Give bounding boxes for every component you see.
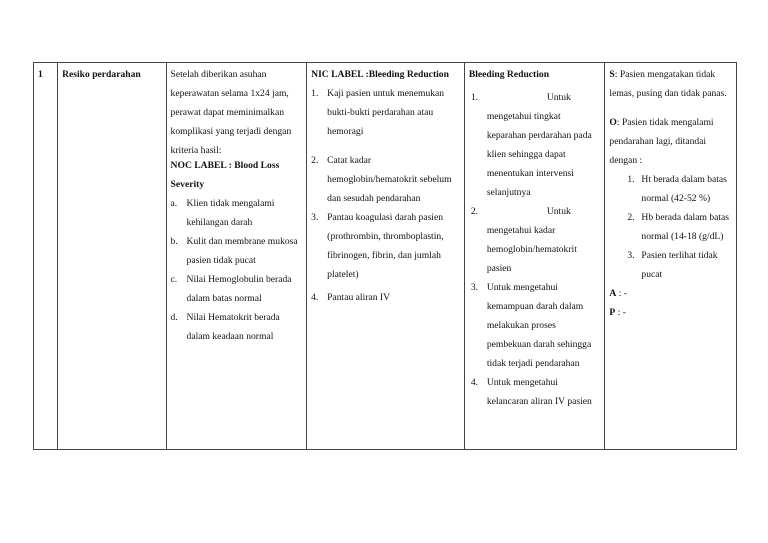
list-item: 2. Catat kadar hemoglobin/hematokrit sebelum dan sesudah pendarahan xyxy=(311,155,452,204)
diagnosis-text: Resiko perdarahan xyxy=(62,69,141,80)
diagnosis-cell xyxy=(58,63,166,450)
list-item: c. Nilai Hemoglobulin berada dalam batas normal xyxy=(170,274,292,304)
row-number-cell xyxy=(34,63,58,450)
goal-cell xyxy=(166,63,307,450)
list-item: 3. Pantau koagulasi darah pasien (prothrombin, thromboplastin, fibrinogen, fibrin, dan jumlah platelet) xyxy=(311,212,444,280)
evaluation-plan: P : - xyxy=(609,307,626,318)
row-number: 1 xyxy=(38,69,43,80)
nic-heading: NIC LABEL :Bleeding Reduction xyxy=(311,69,449,80)
evaluation-assessment: A : - xyxy=(609,288,628,299)
evaluation-subjective: S: Pasien mengatakan tidak lemas, pusing dan tidak panas. xyxy=(609,69,727,99)
objective-list xyxy=(609,170,732,284)
list-item: 3. Pasien terlihat tidak pucat xyxy=(627,250,718,280)
interventions-cell xyxy=(307,63,465,450)
list-item: 3. Untuk mengetahui kemampuan darah dalam melakukan proses pembekuan darah sehingga tidak terjadi pendarahan xyxy=(470,282,592,369)
nursing-care-plan-table xyxy=(33,62,737,450)
list-item: 1. Ht berada dalam batas normal (42-52 %) xyxy=(627,174,727,204)
intervention-list xyxy=(311,84,460,307)
list-item: 4. Untuk mengetahui kelancaran aliran IV pasien xyxy=(470,377,592,407)
noc-heading: NOC LABEL : Blood Loss Severity xyxy=(170,160,280,190)
rationale-list xyxy=(469,88,601,411)
list-item: 2. Untuk mengetahui kadar hemoglobin/hematokrit pasien xyxy=(470,206,577,274)
list-item: a. Klien tidak mengalami kehilangan darah xyxy=(170,198,275,228)
rationale-heading: Bleeding Reduction xyxy=(468,69,550,80)
table-row xyxy=(34,63,737,450)
list-item: b. Kulit dan membrane mukosa pasien tidak pucat xyxy=(170,236,298,266)
list-item: 2. Hb berada dalam batas normal (14-18 (g/dL) xyxy=(627,212,730,242)
list-item: 1. Untuk mengetahui tingkat keparahan perdarahan pada klien sehingga dapat menentukan intervensi selanjutnya xyxy=(470,92,592,198)
list-item: d. Nilai Hematokrit berada dalam keadaan normal xyxy=(170,312,280,342)
goal-text: Setelah diberikan asuhan keperawatan selama 1x24 jam, perawat dapat meminimalkan komplikasi yang terjadi dengan kriteria hasil: xyxy=(170,69,292,156)
list-item: 4. Pantau aliran IV xyxy=(311,292,391,303)
evaluation-cell xyxy=(605,63,737,450)
rationale-cell xyxy=(464,63,605,450)
criteria-list xyxy=(171,194,303,346)
evaluation-objective: O: Pasien tidak mengalami pendarahan lagi, ditandai dengan : xyxy=(609,117,714,166)
list-item: 1. Kaji pasien untuk menemukan bukti-bukti perdarahan atau hemoragi xyxy=(311,88,445,137)
